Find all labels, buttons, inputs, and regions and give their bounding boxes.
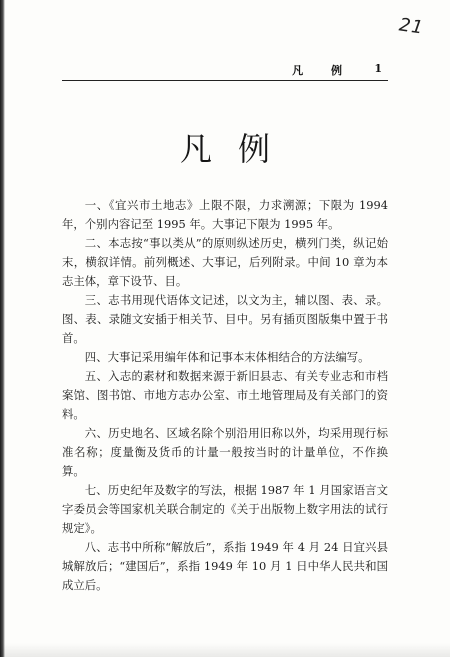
paragraph-4: 四、大事记采用编年体和记事本末体相结合的方法编写。: [84, 350, 370, 364]
page-number: 1: [374, 62, 382, 75]
running-header: [62, 60, 388, 81]
paragraph-6: 六、历史地名、区域名除个别沿用旧称以外，均采用现行标准名称；度量衡及货币的计量一般按当时的计量单位，不作换算。: [62, 426, 388, 478]
paragraph-1: 一、《宜兴市土地志》上限不限，力求溯源；下限为 1994 年，个别内容记至 1995 年。大事记下限为 1995 年。: [62, 198, 388, 231]
body-text: [62, 196, 388, 595]
paragraph-7: 七、历史纪年及数字的写法，根据 1987 年 1 月国家语言文字委员会等国家机关联合制定的《关于出版物上数字用法的试行规定》。: [62, 483, 388, 535]
scan-bottom-shadow: [0, 643, 450, 657]
paragraph-5: 五、入志的素材和数据来源于新旧县志、有关专业志和市档案馆、图书馆、市地方志办公室、市土地管理局及有关部门的资料。: [62, 369, 388, 421]
page-title: 凡例: [179, 130, 296, 168]
paragraph-3: 三、志书用现代语体文记述，以文为主，辅以图、表、录。图、表、录随文安插于相关节、目中。另有插页图版集中置于书首。: [62, 293, 388, 345]
paragraph-8: 八、志书中所称“解放后”，系指 1949 年 4 月 24 日宜兴县城解放后；“建国后”，系指 1949 年 10 月 1 日中华人民共和国成立后。: [62, 540, 388, 592]
handwritten-page-mark: 21: [397, 14, 426, 39]
header-title: 凡 例: [292, 64, 354, 77]
scan-spine-shadow: [0, 0, 5, 657]
paragraph-2: 二、本志按“事以类从”的原则纵述历史，横列门类，纵记始末，横叙详情。前列概述、大事记，后列附录。中间 10 章为本志主体，章下设节、目。: [62, 236, 388, 288]
